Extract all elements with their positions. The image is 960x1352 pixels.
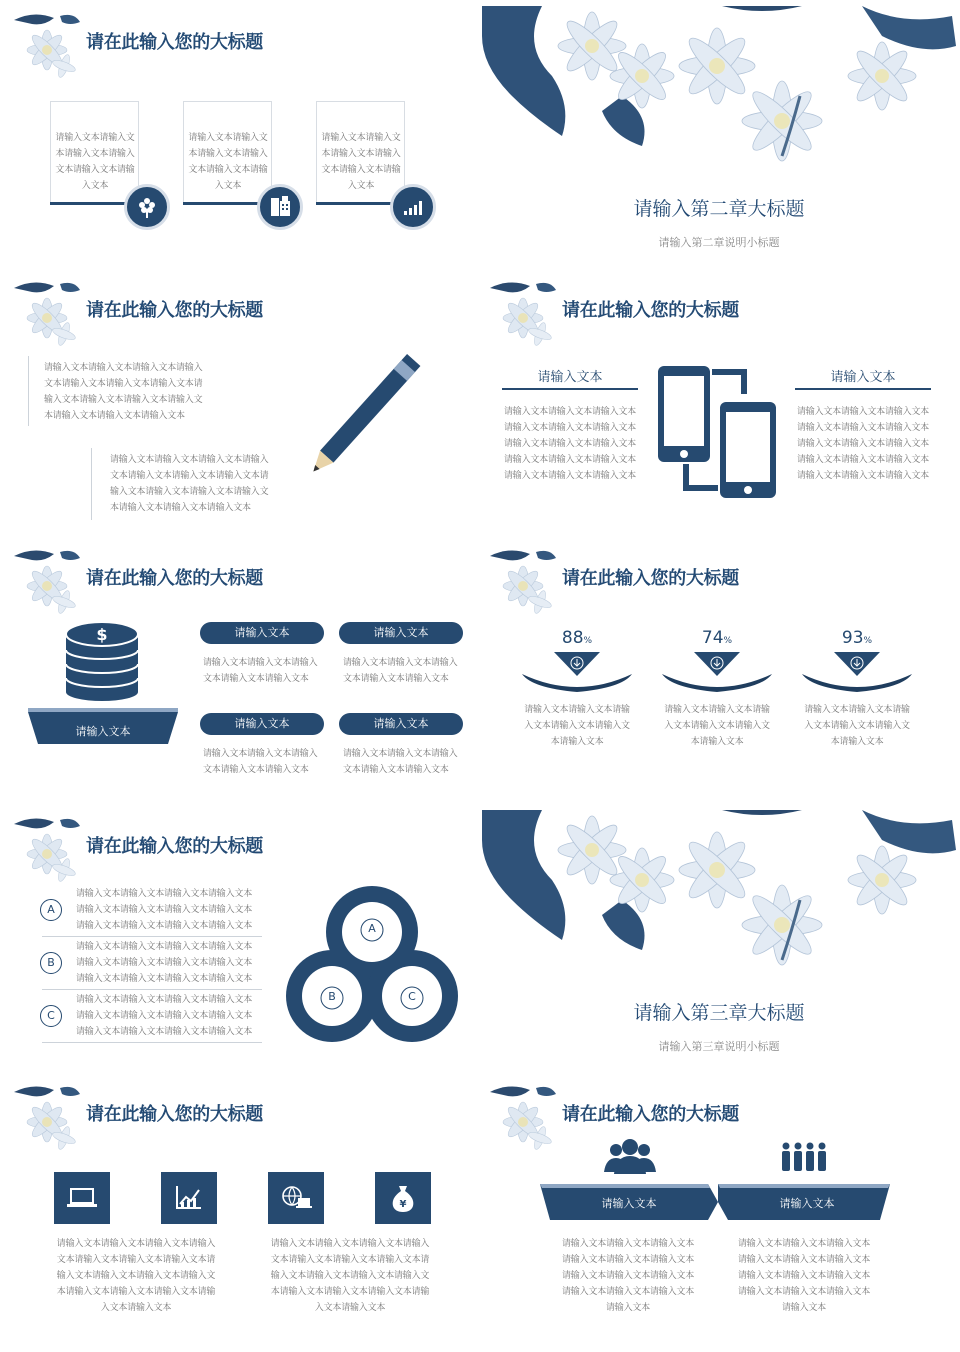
chapter-title: 请输入第三章大标题 [633,1002,805,1024]
slide-title: 请在此输入您的大标题 [86,836,263,857]
box-text-2: 请输入文本请输入文本请输入文本请输入文本请输入文本请输入文本 [188,133,268,191]
flower-decoration-icon [14,280,80,350]
tag-text-3: 请输入文本请输入文本请输入文本请输入文本请输入文本 [203,749,318,775]
slide-title: 请在此输入您的大标题 [562,300,739,321]
slide-7 [6,810,480,1070]
body-text-1: 请输入文本请输入文本请输入文本请输入文本请输入文本请输入文本请输入文本请输入文本请输入文本请输入文本请输入文本请输入文本请输入文本 [562,1239,695,1313]
svg-text:¥: ¥ [399,1199,407,1210]
slide-title: 请在此输入您的大标题 [86,1104,263,1125]
flower-decoration-icon [14,1084,80,1154]
list-text-a: 请输入文本请输入文本请输入文本请输入文本请输入文本请输入文本请输入文本请输入文本请输入文本请输入文本请输入文本请输入文本 [76,889,253,931]
banner-label-2: 请输入文本 [779,1197,835,1210]
slide-title: 请在此输入您的大标题 [86,32,263,53]
flower-icon [124,184,170,230]
flower-decoration-icon [14,12,80,82]
slide-10 [482,1078,956,1338]
percent-item-1 [522,628,632,750]
chapter-title: 请输入第二章大标题 [633,198,805,220]
chapter-subtitle: 请输入第三章说明小标题 [658,1040,780,1053]
slide-title: 请在此输入您的大标题 [562,1104,739,1125]
tag-1: 请输入文本 [200,622,324,644]
body-text-1: 请输入文本请输入文本请输入文本请输入文本请输入文本请输入文本请输入文本请输入文本请输入文本请输入文本请输入文本请输入文本请输入文本请输入文本请输入文本请输入文本 [56,1239,216,1313]
trefoil-diagram [286,884,458,1054]
phones-sync-icon [654,364,780,500]
tag-4: 请输入文本 [339,713,463,735]
percent-text: 请输入文本请输入文本请输入文本请输入文本请输入文本请输入文本 [524,705,630,747]
left-heading: 请输入文本 [537,370,603,385]
signal-icon [390,184,436,230]
team-icon [778,1140,830,1176]
percent-text: 请输入文本请输入文本请输入文本请输入文本请输入文本请输入文本 [804,705,910,747]
slide-4 [482,274,956,534]
percent-value: 93 [841,628,864,648]
divider [91,448,92,520]
flower-decoration-icon [490,1084,556,1154]
chart-icon [161,1172,217,1224]
percent-unit: % [583,636,593,646]
flower-decoration-icon [14,548,80,618]
diagram-label-c: C [408,990,416,1003]
slide-title: 请在此输入您的大标题 [86,300,263,321]
percent-item-2 [662,628,772,750]
letter-a-icon: A [40,899,62,921]
flower-decoration-icon [490,280,556,350]
left-rule [502,388,638,390]
chapter-subtitle: 请输入第二章说明小标题 [658,236,780,249]
percent-item-3 [802,628,912,750]
svg-text:$: $ [96,625,108,644]
divider [42,1042,262,1043]
slide-2 [482,6,956,266]
box-text-3: 请输入文本请输入文本请输入文本请输入文本请输入文本请输入文本 [321,133,401,191]
money-bag-icon [375,1172,431,1224]
laptop-icon [54,1172,110,1224]
percent-unit: % [723,636,733,646]
slide-6 [482,542,956,802]
right-rule [795,388,931,390]
tag-text-1: 请输入文本请输入文本请输入文本请输入文本请输入文本 [203,658,318,684]
slide-8 [482,810,956,1070]
tag-text-2: 请输入文本请输入文本请输入文本请输入文本请输入文本 [343,658,458,684]
body-text-2: 请输入文本请输入文本请输入文本请输入文本请输入文本请输入文本请输入文本请输入文本请输入文本请输入文本请输入文本请输入文本请输入文本 [738,1239,871,1313]
right-heading: 请输入文本 [830,370,896,385]
box-text-1: 请输入文本请输入文本请输入文本请输入文本请输入文本请输入文本 [55,133,135,191]
tag-3: 请输入文本 [200,713,324,735]
flower-banner-icon [482,810,956,970]
diagram-label-a: A [368,922,376,935]
flower-banner-icon [482,6,956,166]
left-text: 请输入文本请输入文本请输入文本请输入文本请输入文本请输入文本请输入文本请输入文本请输入文本请输入文本请输入文本请输入文本请输入文本请输入文本请输入文本 [503,407,636,481]
right-text: 请输入文本请输入文本请输入文本请输入文本请输入文本请输入文本请输入文本请输入文本请输入文本请输入文本请输入文本请输入文本请输入文本请输入文本请输入文本 [796,407,929,481]
list-text-b: 请输入文本请输入文本请输入文本请输入文本请输入文本请输入文本请输入文本请输入文本请输入文本请输入文本请输入文本请输入文本 [76,942,253,984]
tag-2: 请输入文本 [339,622,463,644]
globe-computer-icon [268,1172,324,1224]
slide-title: 请在此输入您的大标题 [562,568,739,589]
coins-icon [64,620,140,702]
paragraph-2: 请输入文本请输入文本请输入文本请输入文本请输入文本请输入文本请输入文本请输入文本请输入文本请输入文本请输入文本请输入文本请输入文本请输入文本 [110,455,269,513]
pencil-icon [286,314,456,504]
arrow-down-icon [802,652,912,696]
tag-text-4: 请输入文本请输入文本请输入文本请输入文本请输入文本 [343,749,458,775]
flower-decoration-icon [14,816,80,886]
group-icon [602,1138,658,1176]
slide-title: 请在此输入您的大标题 [86,568,263,589]
percent-value: 88 [561,628,584,648]
percent-unit: % [863,636,873,646]
divider [42,936,262,937]
slide-9 [6,1078,480,1338]
percent-value: 74 [701,628,724,648]
slide-1 [6,6,480,266]
fax-icon [257,184,303,230]
flower-decoration-icon [490,548,556,618]
base-label: 请输入文本 [75,725,131,738]
divider [42,989,262,990]
body-text-2: 请输入文本请输入文本请输入文本请输入文本请输入文本请输入文本请输入文本请输入文本请输入文本请输入文本请输入文本请输入文本请输入文本请输入文本请输入文本请输入文本 [270,1239,430,1313]
paragraph-1: 请输入文本请输入文本请输入文本请输入文本请输入文本请输入文本请输入文本请输入文本请输入文本请输入文本请输入文本请输入文本请输入文本请输入文本 [44,363,203,421]
list-text-c: 请输入文本请输入文本请输入文本请输入文本请输入文本请输入文本请输入文本请输入文本请输入文本请输入文本请输入文本请输入文本 [76,995,253,1037]
slide-5 [6,542,480,802]
divider [28,356,29,426]
arrow-down-icon [662,652,772,696]
letter-c-icon: C [40,1005,62,1027]
banner-label-1: 请输入文本 [601,1197,657,1210]
letter-b-icon: B [40,952,62,974]
diagram-label-b: B [328,990,336,1003]
arrow-down-icon [522,652,632,696]
slide-3 [6,274,480,534]
percent-text: 请输入文本请输入文本请输入文本请输入文本请输入文本请输入文本 [664,705,770,747]
